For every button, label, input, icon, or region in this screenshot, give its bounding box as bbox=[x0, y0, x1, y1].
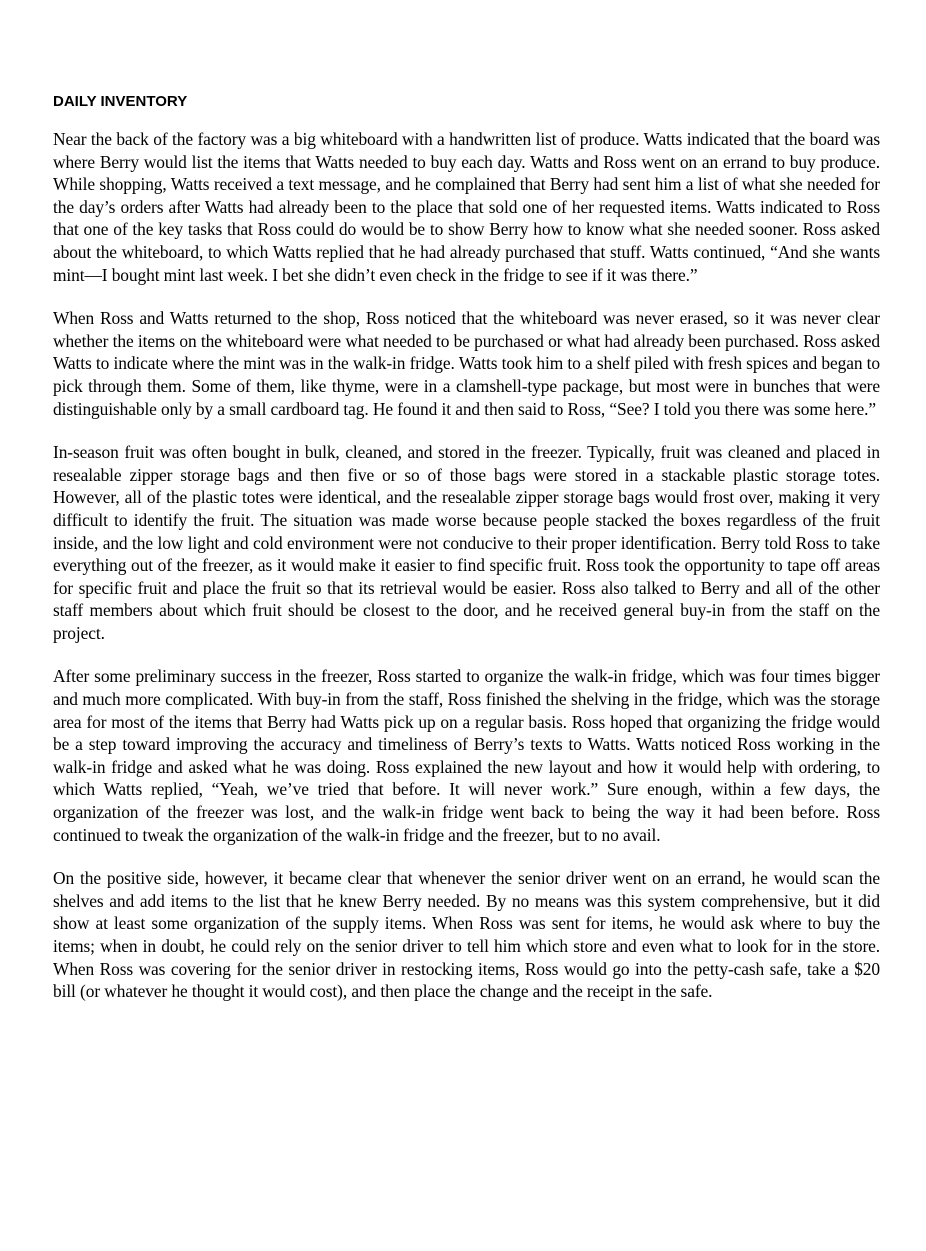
paragraph-4: After some preliminary success in the freezer, Ross started to organize the walk-in fridge, which was four times bigger and much more complicated. With buy-in from the staff, Ross finished the shelving in the fridge, which was the storage area for most of the items that Berry had Watts pick up on a regular basis. Ross hoped that organizing the fridge would be a step toward improving the accuracy and timeliness of Berry’s texts to Watts. Watts noticed Ross working in the walk-in fridge and asked what he was doing. Ross explained the new layout and how it would help with ordering, to which Watts replied, “Yeah, we’ve tried that before. It will never work.” Sure enough, within a few days, the organization of the freezer was lost, and the walk-in fridge went back to being the way it had been before. Ross continued to tweak the organization of the walk-in fridge and the freezer, but to no avail. bbox=[53, 666, 880, 845]
document-page bbox=[53, 92, 880, 1024]
section-heading: DAILY INVENTORY bbox=[53, 93, 188, 110]
paragraph-5: On the positive side, however, it became clear that whenever the senior driver went on an errand, he would scan the shelves and add items to the list that he knew Berry needed. By no means was this system comprehensive, but it did show at least some organization of the supply items. When Ross was sent for items, he would ask where to buy the items; when in doubt, he could rely on the senior driver to tell him which store and even what to look for in the store. When Ross was covering for the senior driver in restocking items, Ross would go into the petty-cash safe, take a $20 bill (or whatever he thought it would cost), and then place the change and the receipt in the safe. bbox=[53, 868, 880, 1002]
paragraph-1: Near the back of the factory was a big whiteboard with a handwritten list of produce. Watts indicated that the board was where Berry would list the items that Watts needed to buy each day. Watts and Ross went on an errand to buy produce. While shopping, Watts received a text message, and he complained that Berry had sent him a list of what she needed for the day’s orders after Watts had already been to the place that sold one of her requested items. Watts indicated to Ross that one of the key tasks that Ross could do would be to show Berry how to know what she needed sooner. Ross asked about the whiteboard, to which Watts replied that he had already purchased that stuff. Watts continued, “And she wants mint—I bought mint last week. I bet she didn’t even check in the fridge to see if it was there.” bbox=[53, 129, 880, 285]
paragraph-2: When Ross and Watts returned to the shop, Ross noticed that the whiteboard was never erased, so it was never clear whether the items on the whiteboard were what needed to be purchased or what had already been purchased. Ross asked Watts to indicate where the mint was in the walk-in fridge. Watts took him to a shelf piled with fresh spices and began to pick through them. Some of them, like thyme, were in a clamshell-type package, but most were in bunches that were distinguishable only by a small cardboard tag. He found it and then said to Ross, “See? I told you there was some here.” bbox=[53, 308, 880, 419]
paragraph-3: In-season fruit was often bought in bulk, cleaned, and stored in the freezer. Typically, fruit was cleaned and placed in resealable zipper storage bags and then five or so of those bags were stored in a stackable plastic storage totes. However, all of the plastic totes were identical, and the resealable zipper storage bags would frost over, making it very difficult to identify the fruit. The situation was made worse because people stacked the boxes regardless of the fruit inside, and the low light and cold environment were not conducive to their proper identification. Berry told Ross to take everything out of the freezer, as it would make it easier to find specific fruit. Ross took the opportunity to tape off areas for specific fruit and place the fruit so that its retrieval would be easier. Ross also talked to Berry and all of the other staff members about which fruit should be closest to the door, and he received general buy-in from the staff on the project. bbox=[53, 442, 880, 643]
